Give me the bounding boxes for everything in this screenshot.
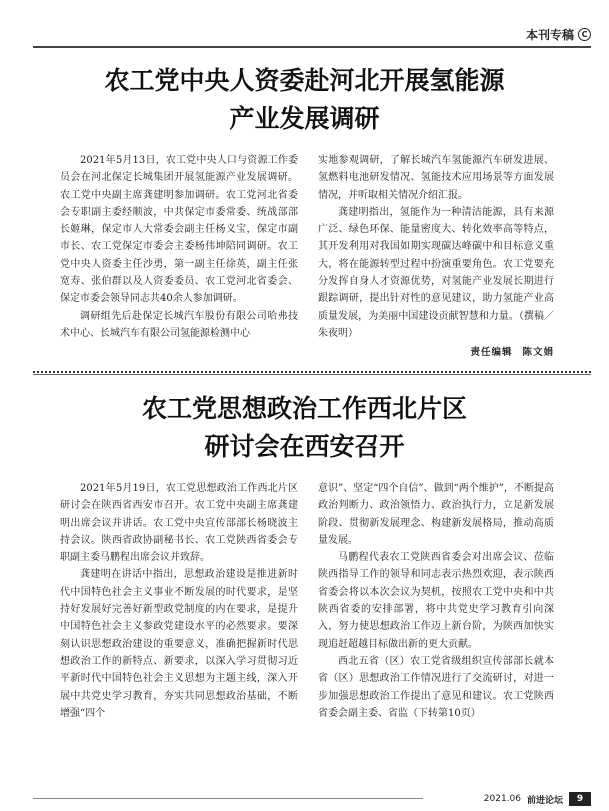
editor-label: 责任编辑 <box>470 347 513 359</box>
article1-paragraph-text: 龚建明指出，氢能作为一种清洁能源，具有来源广泛、绿色环保、能量密度大、转化效率高等特点，其开发利用对我国如期实现碳达峰碳中和目标意义重大，将在能源转型过程中扮演重要角色。农工党要充分发挥自身人才资源优势，对氢能产业发展长期进行跟踪调研，提出针对性的意见建议，助力氢能产业高质量发展，为美丽中国建设贡献智慧和力量。 <box>318 206 554 322</box>
page-footer <box>484 792 591 806</box>
article2-title-line2: 研讨会在西安召开 <box>204 432 405 461</box>
article2-title-line1: 农工党思想政治工作西北片区 <box>141 394 467 423</box>
article1-paragraph <box>318 204 554 342</box>
c-circle-icon: C <box>578 28 591 41</box>
article1-paragraph: 实地参观调研，了解长城汽车氢能源汽车研发进展、氢燃料电池研发情况、氢能技术应用场景等方面发展情况，并听取相关情况介绍汇报。 <box>318 155 554 201</box>
article2-paragraph: 意识”、坚定“四个自信”、做到“两个维护”，不断提高政治判断力、政治领悟力、政治执行力，立足新发展阶段、贯彻新发展理念、构建新发展格局，推动高质量发展。 <box>318 483 554 546</box>
article1-title <box>0 62 609 138</box>
section-tag <box>526 26 591 43</box>
article2-paragraph: 西北五省（区）农工党省级组织宣传部部长就本省（区）思想政治工作情况进行了交流研讨，对进一步加强思想政治工作提出了意见和建议。农工党陕西省委会副主委、省监（下转第10页） <box>318 655 554 719</box>
issue-date: 2021.06 <box>483 794 521 804</box>
article2-paragraph: 龚建明在讲话中指出，思想政治建设是推进新时代中国特色社会主义事业不断发展的时代要求，是坚持好发展好完善好新型政党制度的内在要求，是提升中国特色社会主义参政党建设水平的必然要求。要深刻认识思想政治建设的重要意义，准确把握新时代思想政治工作的新特点、新要求，以深入学习贯彻习近平新时代中国特色社会主义思想为主题主线，深入开展中共党史学习教育，夯实共同思想政治基础，不断增强“四个 <box>60 569 298 719</box>
footer-rule <box>33 798 423 799</box>
article-divider <box>33 371 591 375</box>
article2-paragraph: 2021年5月19日，农工党思想政治工作西北片区研讨会在陕西省西安市召开。农工党中央副主席龚建明出席会议并讲话。农工党中央宣传部部长杨晓波主持会议。陕西省政协副秘书长、农工党陕西省委会专职副主委马鹏程出席会议并致辞。 <box>60 483 298 564</box>
article2-right-column <box>318 480 554 722</box>
section-label: 本刊专稿 <box>525 28 574 42</box>
article1-paragraph: 调研组先后赴保定长城汽车股份有限公司哈弗技术中心、长城汽车有限公司氢能源检测中心 <box>60 310 298 339</box>
article1-right-column <box>318 152 554 362</box>
article2-paragraph: 马鹏程代表农工党陕西省委会对出席会议、莅临陕西指导工作的领导和同志表示热烈欢迎，表示陕西省委会将以本次会议为契机，按照农工党中央和中共陕西省委的安排部署，将中共党史学习教育引向深入，努力使思想政治工作迈上新台阶，为陕西加快实现追赶超越目标做出新的更大贡献。 <box>318 552 554 650</box>
article1-paragraph: 2021年5月13日，农工党中央人口与资源工作委员会在河北保定长城集团开展氢能源产业发展调研。农工党中央副主席龚建明参加调研。农工党河北省委会专职副主委经顺波，中共保定市委常委、统战部部长姬琳，保定市人大常委会副主任杨义宝，保定市副市长、农工党保定市委会主委杨伟坤陪同调研。农工党中央人资委主任沙勇，第一副主任徐英，副主任张宽寿、张伯群以及人资委委员、农工党河北省委会、保定市委会领导同志共40余人参加调研。 <box>60 155 298 305</box>
article1-byline: （撰稿／朱夜明） <box>318 310 555 339</box>
article2-title <box>0 390 609 466</box>
header-rule <box>33 46 591 48</box>
article1-title-line1: 农工党中央人资委赴河北开展氢能源 <box>104 66 505 95</box>
editor-credit <box>318 344 554 361</box>
page-number: 9 <box>569 792 591 806</box>
article1-title-line2: 产业发展调研 <box>229 104 380 133</box>
editor-name: 陈文娟 <box>522 347 554 359</box>
article2-left-column <box>60 480 298 722</box>
magazine-name: 前进论坛 <box>526 795 563 806</box>
article1-left-column <box>60 152 298 342</box>
